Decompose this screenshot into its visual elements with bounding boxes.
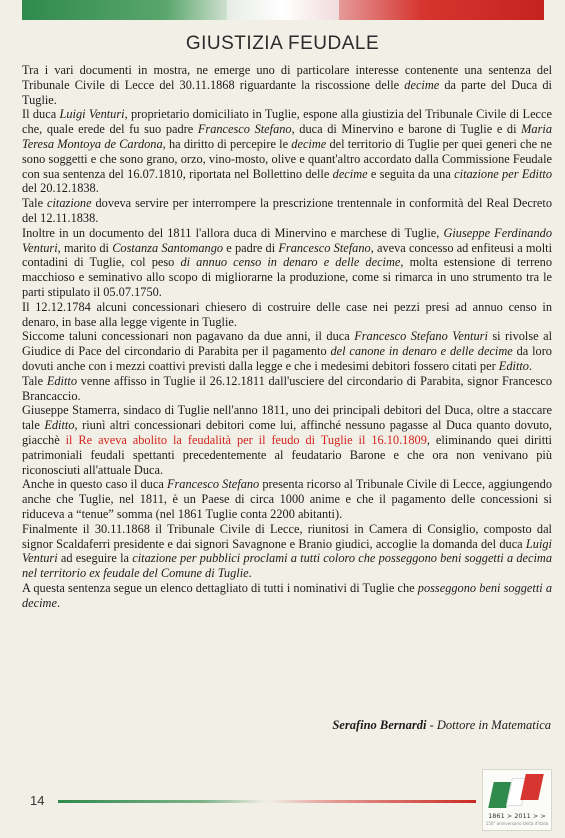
text-run: , eliminando quei diritti patrimoniali feudali spettanti precedentemente al feudatario Barone e che ora non venivano più riconosciuti all'attuale Duca.: [22, 432, 552, 477]
text-run: , duca di Minervino e barone di Tuglie e di: [291, 122, 522, 137]
text-run: Il duca: [22, 107, 60, 122]
tricolor-header-bar: [22, 0, 544, 20]
paragraph: [22, 107, 552, 196]
text-run: , ha diritto di percepire le: [162, 136, 292, 151]
text-run: , proprietario domiciliato in Tuglie, espone alla giustizia del Tribunale Civile di Lecce che, quale erede del fu suo padre: [22, 107, 552, 137]
italic-text: Luigi Venturi: [59, 107, 125, 122]
italic-text: citazione per Editto: [454, 166, 552, 181]
paragraph: [22, 196, 552, 226]
italic-text: posseggono beni soggetti a decime: [22, 580, 553, 610]
paragraph: [22, 300, 552, 330]
text-run: .: [248, 566, 252, 581]
italic-text: Francesco Stefano: [166, 477, 260, 492]
text-run: e seguita da una: [367, 166, 455, 181]
text-run: Tale: [22, 373, 47, 388]
text-run: Tra i vari documenti in mostra, ne emerge uno di particolare interesse contenente una sentenza del Tribunale Civile di Lecce del 30.11.1868 riguardante la riscossione delle: [22, 63, 552, 92]
italic-text: Francesco Stefano Venturi: [354, 329, 488, 344]
text-run: venne affisso in Tuglie il 26.12.1811 dall'usciere del circondario di Parabita, signor Francesco Brancaccio.: [22, 373, 552, 403]
signature-separator: -: [426, 718, 437, 732]
article-body: [22, 63, 552, 610]
italic-text: decime: [404, 77, 440, 92]
paragraph: [22, 226, 552, 300]
italic-text: Costanza Santomango: [112, 240, 224, 255]
tricolor-footer-line: [58, 800, 476, 803]
italic-text: Maria Teresa Montoya de Cardona: [22, 122, 552, 151]
author-role: Dottore in Matematica: [436, 718, 551, 732]
italic-text: citazione: [47, 196, 92, 211]
paragraph: [22, 403, 552, 477]
logo-text: 1861 > 2011 > >: [488, 812, 546, 820]
logo-subtext: 150° anniversario Unità d'Italia: [485, 821, 549, 826]
text-run: A questa sentenza segue un elenco dettagliato di tutti i nominativi di Tuglie che: [22, 580, 418, 595]
text-run: Finalmente il 30.11.1868 il Tribunale Civile di Lecce, riunitosi in Camera di Consiglio, composto dal signor Scaldaferri presidente e dai signori Savagnone e Branio giudici, accoglie la domanda del duca: [22, 521, 552, 551]
text-run: presenta ricorso al Tribunale Civile di Lecce, aggiungendo anche che Tuglie, nel 1811, è un Paese di circa 1000 anime e che il pagamento delle concessioni si riduceva a “tenue” somma (nel 1861 Tuglie conta 2200 abitanti).: [22, 477, 553, 521]
paragraph: [22, 329, 552, 373]
text-run: ad eseguire la: [57, 551, 133, 566]
text-run: Il 12.12.1784 alcuni concessionari chiesero di costruire delle case nei pezzi presi ad annuo censo in denaro, in base alla legge vigente in Tuglie.: [22, 299, 552, 329]
highlighted-text: il Re aveva abolito la feudalità per il feudo di Tuglie il 16.10.1809: [65, 432, 427, 447]
paragraph: [22, 63, 552, 107]
paragraph: [22, 522, 552, 581]
italic-text: di annuo censo in denaro e delle decime: [180, 255, 401, 270]
text-run: Giuseppe Stamerra, sindaco di Tuglie nell'anno 1811, uno dei principali debitori del Duca, oltre a staccare tale: [22, 403, 552, 433]
italic-text: Editto: [46, 373, 77, 388]
flag-white-stripe: [227, 0, 340, 20]
italic-text: decime: [291, 136, 327, 151]
text-run: si rivolse al Giudice di Pace del circondario di Parabita per il pagamento: [22, 329, 553, 359]
text-run: e padre di: [223, 240, 279, 255]
text-run: da parte del Duca di Tuglie.: [22, 77, 552, 107]
italic-text: Francesco Stefano: [278, 240, 371, 255]
paragraph: [22, 581, 552, 611]
text-run: , molta estensione di terreno macchioso e seminativo allo scopo di migliorarne la produzione, come si rimarca in uno strumento tra le parti stipulato il 05.07.1750.: [22, 255, 553, 299]
italic-text: Francesco Stefano: [197, 122, 292, 137]
italic-text: Editto: [498, 358, 529, 373]
text-run: Inoltre in un documento del 1811 l'allora duca di Minervino e marchese di Tuglie,: [22, 225, 444, 240]
text-run: doveva servire per interrompere la prescrizione trentennale in conformità del Real Decreto del 12.11.1838.: [22, 196, 552, 225]
paragraph: [22, 374, 552, 404]
italic-text: del canone in denaro e delle decime: [330, 344, 513, 359]
page-number: 14: [30, 793, 45, 808]
anniversary-logo: [482, 769, 552, 831]
flag-red-stripe: [339, 0, 544, 20]
text-run: Tale: [22, 196, 47, 211]
text-run: da loro dovuti anche con i mezzi coattivi previsti dalla legge e che i medesimi debitori fossero citati per: [22, 344, 552, 373]
italic-text: citazione per pubblici proclami a tutti coloro che posseggono beni soggetti a decima nel territorio ex feudale del Comune di Tuglie: [22, 551, 552, 581]
author-name: Serafino Bernardi: [332, 718, 427, 732]
page-title: GIUSTIZIA FEUDALE: [185, 33, 380, 54]
text-run: .: [528, 358, 533, 373]
text-run: , marito di: [57, 240, 113, 255]
flag-green-stripe: [22, 0, 227, 20]
logo-flag-red: [520, 774, 544, 800]
text-run: del territorio di Tuglie per quei generi che ne sono soggetti e che sono grano, orzo, vino-mosto, olive e quant'altro accordato dalla Commissione Feudale con sua sentenza del 16.07.1810, riportata nel Bollettino delle: [22, 136, 552, 181]
italic-text: Luigi Venturi: [22, 536, 552, 566]
text-run: , riunì altri concessionari debitori come lui, affinché nessuno pagasse al Duca quanto dovuto, giacchè: [22, 418, 553, 447]
italic-text: decime: [332, 166, 368, 181]
paragraph: [22, 477, 552, 521]
italic-text: Giuseppe Ferdinando Venturi: [22, 225, 552, 255]
text-run: del 20.12.1838.: [22, 181, 99, 196]
italic-text: Editto: [44, 418, 75, 433]
text-run: Siccome taluni concessionari non pagavano da due anni, il duca: [22, 329, 355, 344]
text-run: Anche in questo caso il duca: [22, 477, 167, 492]
author-signature: [332, 718, 551, 733]
text-run: .: [56, 595, 61, 610]
text-run: , aveva concesso ad enfiteusi a molti contadini di Tuglie, col peso: [22, 240, 552, 270]
